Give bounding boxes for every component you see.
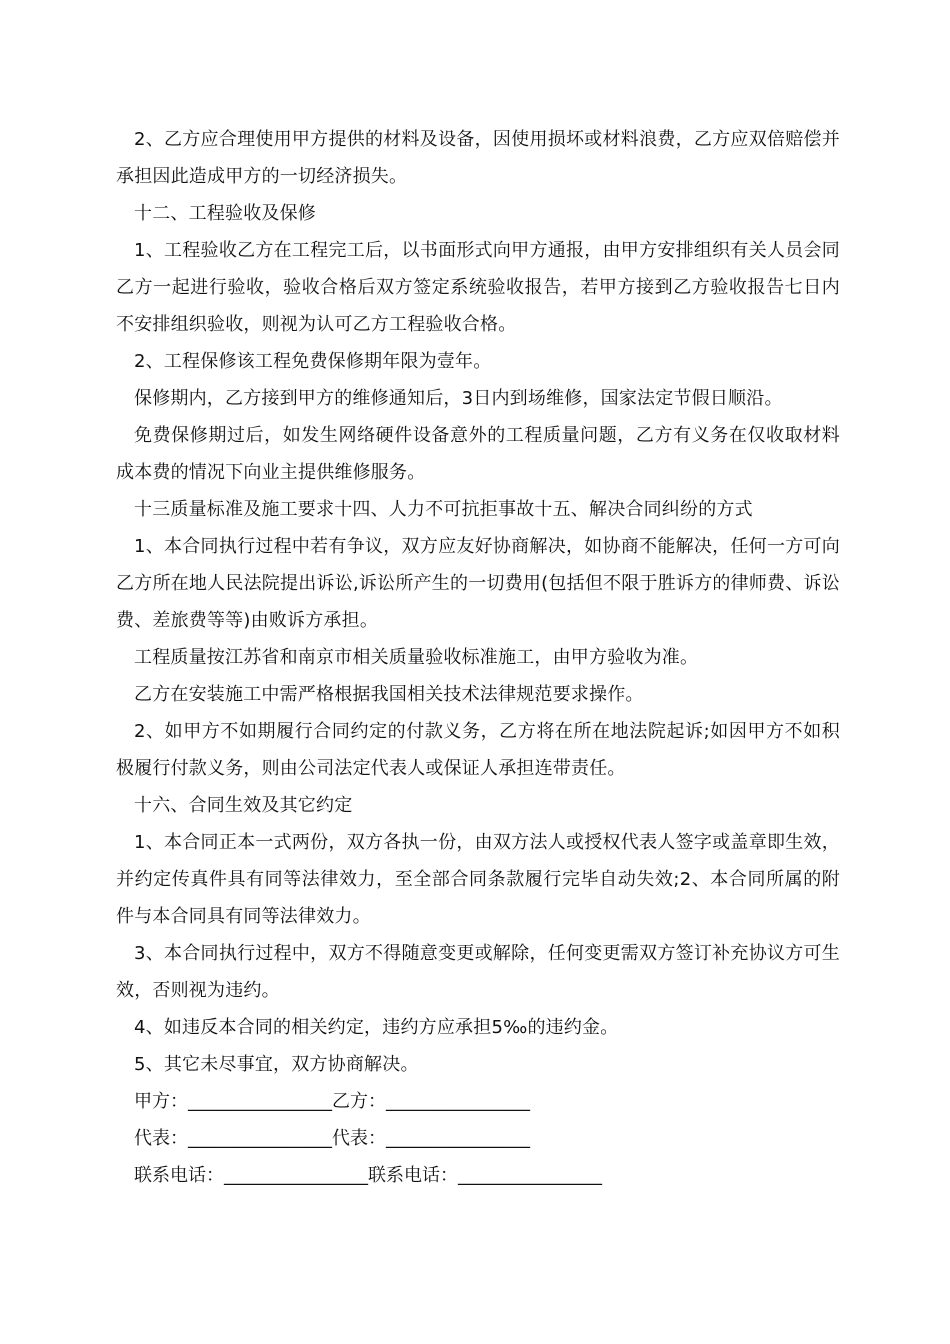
section-heading-effectiveness: 十六、合同生效及其它约定 xyxy=(134,795,353,816)
signature-block xyxy=(116,1083,840,1194)
paragraph-post-warranty: 免费保修期过后，如发生网络硬件设备意外的工程质量问题，乙方有义务在仅收取材料成本费的情况下向业主提供维修服务。 xyxy=(116,425,840,483)
paragraph-no-changes: 3、本合同执行过程中，双方不得随意变更或解除，任何变更需双方签订补充协议方可生效，否则视为违约。 xyxy=(116,943,840,1001)
paragraph-warranty-period: 2、工程保修该工程免费保修期年限为壹年。 xyxy=(134,351,492,372)
paragraph-penalty: 4、如违反本合同的相关约定，违约方应承担5‰的违约金。 xyxy=(134,1017,619,1038)
section-heading-acceptance-warranty: 十二、工程验收及保修 xyxy=(134,203,316,224)
paragraph-damage-compensation: 2、乙方应合理使用甲方提供的材料及设备，因使用损坏或材料浪费，乙方应双倍赔偿并承担因此造成甲方的一切经济损失。 xyxy=(116,129,840,187)
paragraph-quality-standard: 工程质量按江苏省和南京市相关质量验收标准施工，由甲方验收为准。 xyxy=(134,647,699,668)
paragraph-payment-default: 2、如甲方不如期履行合同约定的付款义务，乙方将在所在地法院起诉;如因甲方不如积极履行付款义务，则由公司法定代表人或保证人承担连带责任。 xyxy=(116,721,840,779)
signature-phone-line: 联系电话：________________联系电话：________________ xyxy=(134,1165,602,1186)
paragraph-construction-requirements: 乙方在安装施工中需严格根据我国相关技术法律规范要求操作。 xyxy=(134,684,644,705)
paragraph-copies-validity: 1、本合同正本一式两份，双方各执一份，由双方法人或授权代表人签字或盖章即生效，并约定传真件具有同等法律效力，至全部合同条款履行完毕自动失效;2、本合同所属的附件与本合同具有同等法律效力。 xyxy=(116,832,840,927)
paragraph-warranty-service: 保修期内，乙方接到甲方的维修通知后，3日内到场维修，国家法定节假日顺沿。 xyxy=(134,388,783,409)
paragraph-acceptance: 1、工程验收乙方在工程完工后，以书面形式向甲方通报，由甲方安排组织有关人员会同乙方一起进行验收，验收合格后双方签定系统验收报告，若甲方接到乙方验收报告七日内不安排组织验收，则视为认可乙方工程验收合格。 xyxy=(116,240,840,335)
signature-representative-line: 代表：________________代表：________________ xyxy=(134,1128,530,1149)
paragraph-other-matters: 5、其它未尽事宜，双方协商解决。 xyxy=(134,1054,419,1075)
signature-party-line: 甲方：________________乙方：________________ xyxy=(134,1091,530,1112)
paragraph-dispute-resolution: 1、本合同执行过程中若有争议，双方应友好协商解决，如协商不能解决，任何一方可向乙方所在地人民法院提出诉讼,诉讼所产生的一切费用(包括但不限于胜诉方的律师费、诉讼费、差旅费等等)由败诉方承担。 xyxy=(116,536,840,631)
section-heading-quality-disputes: 十三质量标准及施工要求十四、人力不可抗拒事故十五、解决合同纠纷的方式 xyxy=(134,499,753,520)
